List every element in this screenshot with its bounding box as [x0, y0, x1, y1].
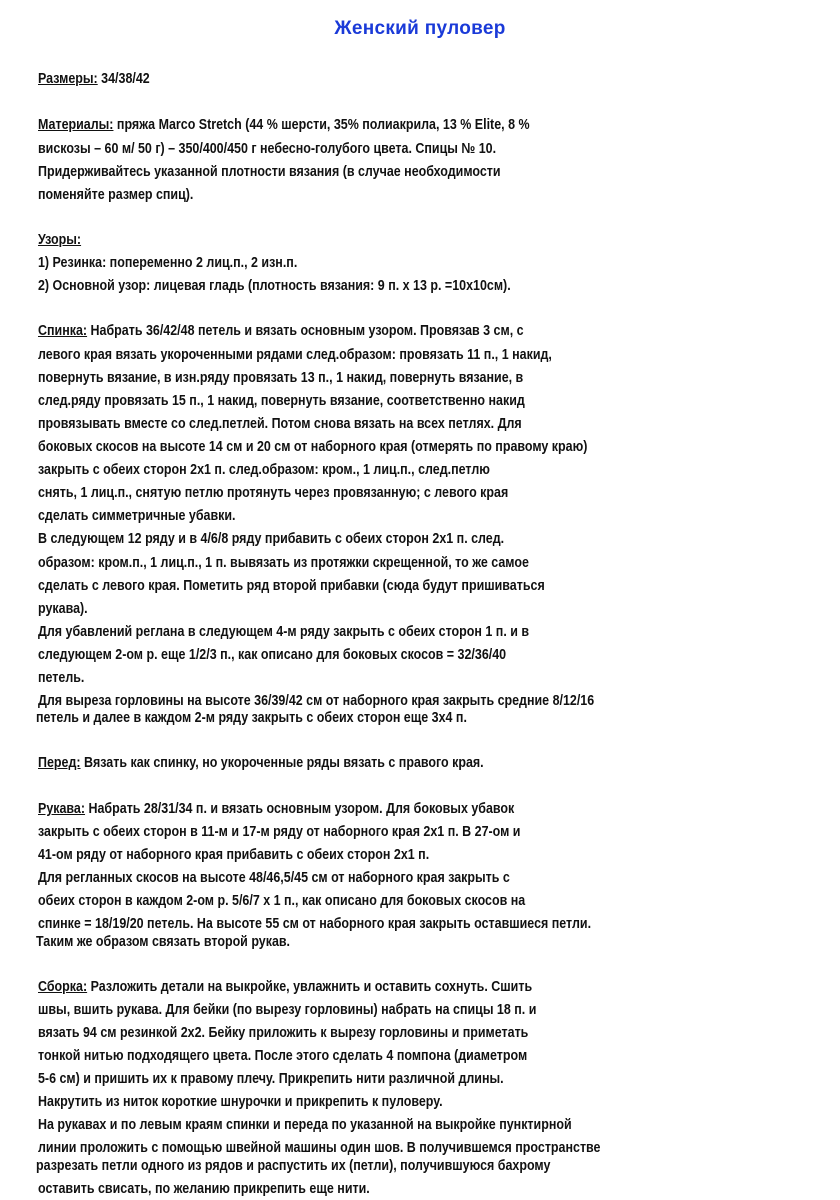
- sleeves-line-2: закрыть с обеих сторон в 11-м и 17-м ряду от наборного края 2х1 п. В 27-ом и: [38, 824, 521, 840]
- back-line-14: Для убавлений реглана в следующем 4-м ряду закрыть с обеих сторон 1 п. и в: [38, 624, 530, 640]
- sleeves-label: Рукава:: [38, 801, 86, 817]
- sleeves-line-3: 41-ом ряду от наборного края прибавить с обеих сторон 2х1 п.: [38, 847, 430, 863]
- sleeves-line-7: Таким же образом связать второй рукав.: [36, 934, 291, 950]
- assembly-line-5: 5-6 см) и пришить их к правому плечу. Прикрепить нити различной длины.: [38, 1071, 504, 1087]
- materials-label: Материалы:: [38, 117, 114, 133]
- materials-line-2: вискозы – 60 м/ 50 г) – 350/400/450 г небесно-голубого цвета. Спицы № 10.: [38, 141, 497, 157]
- sleeves-line-5: обеих сторон в каждом 2-ом р. 5/6/7 х 1 п., как описано для боковых скосов на: [38, 893, 526, 909]
- back-line-1: Спинка: Набрать 36/42/48 петель и вязать основным узором. Провязав 3 см, с: [38, 323, 524, 339]
- assembly-line-8: линии проложить с помощью швейной машины один шов. В получившемся пространстве: [38, 1140, 601, 1156]
- patterns-heading: [38, 231, 81, 249]
- sleeves-line-4: Для регланных скосов на высоте 48/46,5/45 см от наборного края закрыть с: [38, 870, 510, 886]
- front-line: Перед: Вязать как спинку, но укороченные ряды вязать с правого края.: [38, 755, 484, 771]
- back-line-10: В следующем 12 ряду и в 4/6/8 ряду прибавить с обеих сторон 2х1 п. след.: [38, 531, 505, 547]
- assembly-line-9: разрезать петли одного из рядов и распустить их (петли), получившуюся бахрому: [36, 1158, 551, 1174]
- back-line-5: провязывать вместе со след.петлей. Потом снова вязать на всех петлях. Для: [38, 416, 522, 432]
- sizes-label: Размеры:: [38, 71, 98, 87]
- back-line-13: рукава).: [38, 601, 88, 617]
- back-line-8: снять, 1 лиц.п., снятую петлю протянуть через провязанную; с левого края: [38, 485, 509, 501]
- back-line-7: закрыть с обеих сторон 2х1 п. след.образом: кром., 1 лиц.п., след.петлю: [38, 462, 490, 478]
- back-line-18: петель и далее в каждом 2-м ряду закрыть с обеих сторон еще 3х4 п.: [36, 710, 467, 726]
- assembly-line-1: Сборка: Разложить детали на выкройке, увлажнить и оставить сохнуть. Сшить: [38, 979, 533, 995]
- back-line-2: левого края вязать укороченными рядами след.образом: провязать 11 п., 1 накид,: [38, 347, 552, 363]
- back-line-3: повернуть вязание, в изн.ряду провязать 13 п., 1 накид, повернуть вязание, в: [38, 370, 524, 386]
- back-line-6: боковых скосов на высоте 14 см и 20 см от наборного края (отмерять по правому краю): [38, 439, 588, 455]
- front-label: Перед:: [38, 755, 81, 771]
- assembly-label: Сборка:: [38, 979, 88, 995]
- assembly-line-3: вязать 94 см резинкой 2х2. Бейку приложить к вырезу горловины и приметать: [38, 1025, 529, 1041]
- back-line-12: сделать с левого края. Пометить ряд второй прибавки (сюда будут пришиваться: [38, 578, 545, 594]
- sizes-line: [38, 70, 150, 88]
- assembly-line-4: тонкой нитью подходящего цвета. После этого сделать 4 помпона (диаметром: [38, 1048, 528, 1064]
- pattern-item-2: 2) Основной узор: лицевая гладь (плотность вязания: 9 п. х 13 р. =10х10см).: [38, 278, 511, 294]
- back-label: Спинка:: [38, 323, 88, 339]
- back-line-11: образом: кром.п., 1 лиц.п., 1 п. вывязать из протяжки скрещенной, то же самое: [38, 555, 529, 571]
- back-line-15: следующем 2-ом р. еще 1/2/3 п., как описано для боковых скосов = 32/36/40: [38, 647, 507, 663]
- back-line-4: след.ряду провязать 15 п., 1 накид, повернуть вязание, соответственно накид: [38, 393, 525, 409]
- assembly-line-2: швы, вшить рукава. Для бейки (по вырезу горловины) набрать на спицы 18 п. и: [38, 1002, 537, 1018]
- back-line-9: сделать симметричные убавки.: [38, 508, 236, 524]
- materials-line-1: Материалы: пряжа Marco Stretch (44 % шерсти, 35% полиакрила, 13 % Elite, 8 %: [38, 117, 530, 133]
- assembly-line-6: Накрутить из ниток короткие шнурочки и прикрепить к пуловеру.: [38, 1094, 443, 1110]
- sleeves-line-1: Рукава: Набрать 28/31/34 п. и вязать основным узором. Для боковых убавок: [38, 801, 515, 817]
- assembly-line-7: На рукавах и по левым краям спинки и переда по указанной на выкройке пунктирной: [38, 1117, 572, 1133]
- pattern-item-1: 1) Резинка: попеременно 2 лиц.п., 2 изн.п.: [38, 255, 298, 271]
- assembly-line-10: оставить свисать, по желанию прикрепить еще нити.: [38, 1181, 370, 1197]
- back-line-16: петель.: [38, 670, 85, 686]
- page-title: Женский пуловер: [334, 18, 506, 39]
- patterns-label: Узоры:: [38, 232, 82, 248]
- materials-line-4: поменяйте размер спиц).: [38, 187, 194, 203]
- sizes-value: 34/38/42: [97, 71, 150, 87]
- sleeves-line-6: спинке = 18/19/20 петель. На высоте 55 см от наборного края закрыть оставшиеся петли.: [38, 916, 592, 932]
- materials-line-3: Придерживайтесь указанной плотности вязания (в случае необходимости: [38, 164, 501, 180]
- back-line-17: Для выреза горловины на высоте 36/39/42 см от наборного края закрыть средние 8/12/16: [38, 693, 595, 709]
